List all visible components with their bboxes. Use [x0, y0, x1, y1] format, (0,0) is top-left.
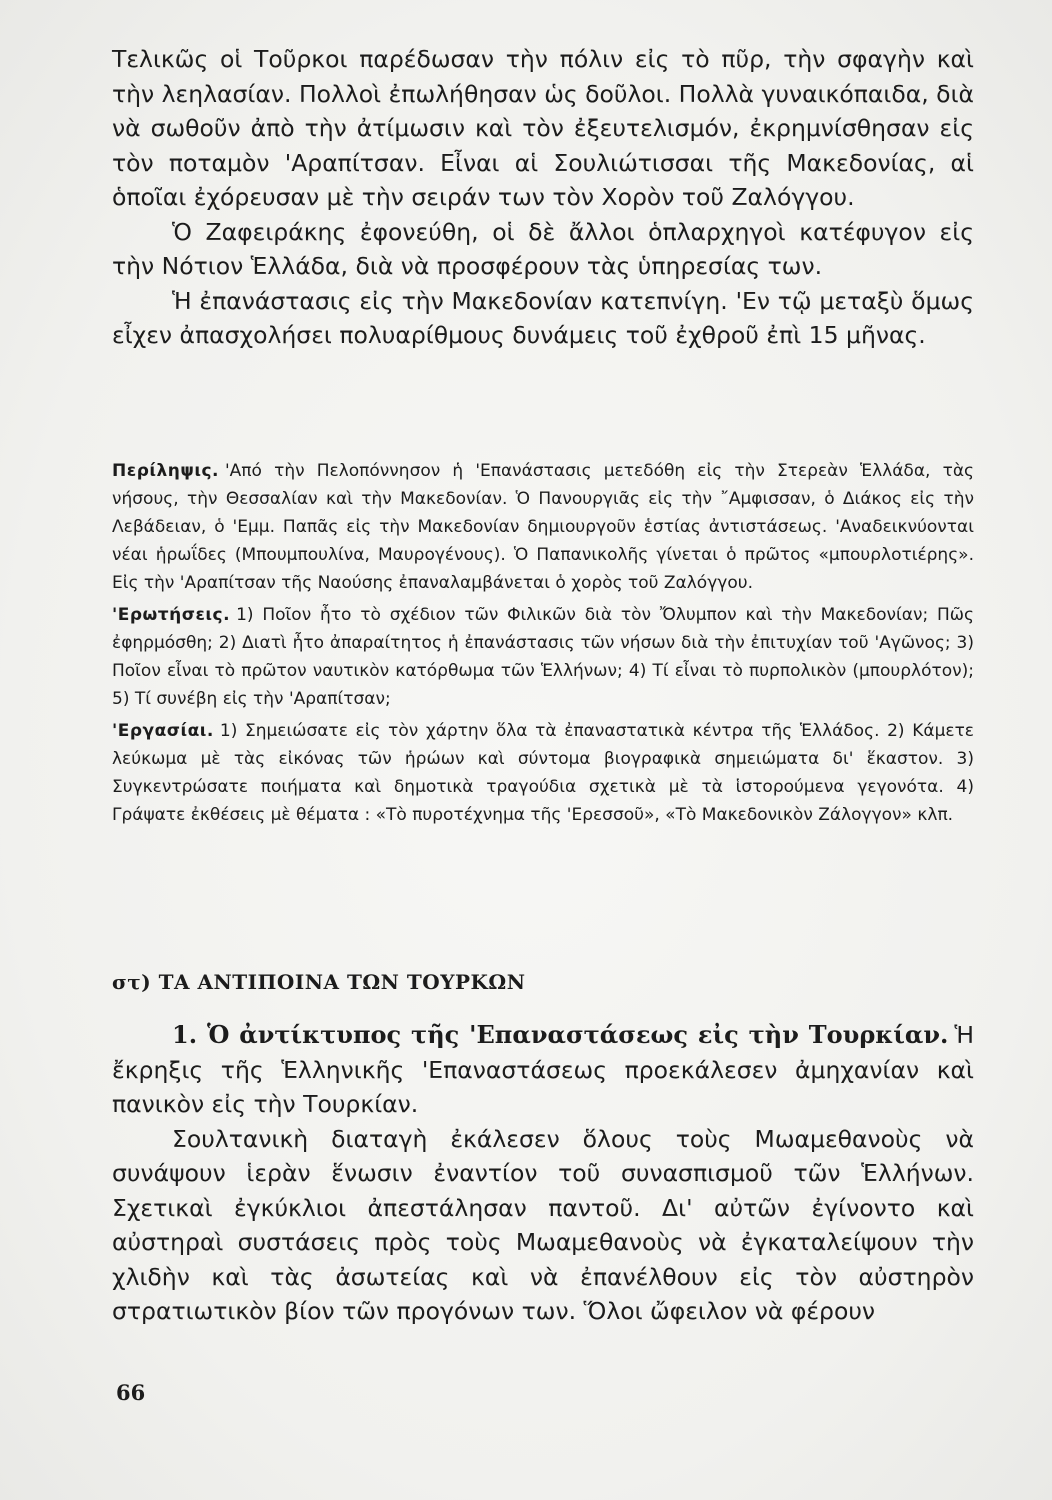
paragraph-sultan-order: Σουλτανικὴ διαταγὴ ἐκάλεσεν ὅλους τοὺς Μωαμεθανοὺς νὰ συνάψουν ἱερὰν ἕνωσιν ἐναντίον τοῦ συνασπισμοῦ τῶν Ἑλλήνων. Σχετικαὶ ἐγκύκλιοι ἀπεστάλησαν παντοῦ. Δι' αὐτῶν ἐγίνοντο καὶ αὐστηραὶ συστάσεις πρὸς τοὺς Μωαμεθανοὺς νὰ ἐγκαταλείψουν τὴν χλιδὴν καὶ τὰς ἀσωτείας καὶ νὰ ἐπανέλθουν εἰς τὸν αὐστηρὸν στρατιωτικὸν βίον τῶν προγόνων των. Ὅλοι ὤφειλον νὰ φέρουν [112, 1124, 974, 1325]
paragraph-impact-text: Ἡ ἔκρηξις τῆς Ἑλληνικῆς 'Επαναστάσεως προεκάλεσεν ἀμηχανίαν καὶ πανικὸν εἰς τὴν Τουρκίαν. [112, 1021, 974, 1118]
questions-text: 1) Ποῖον ἦτο τὸ σχέδιον τῶν Φιλικῶν διὰ τὸν Ὄλυμπον καὶ τὴν Μακεδονίαν; Πῶς ἐφηρμόσθη; 2) Διατὶ ἦτο ἀπαραίτητος ἡ ἐπανάστασις τῶν νήσων διὰ τὴν ἐπιτυχίαν τοῦ 'Αγῶνος; 3) Ποῖον εἶναι τὸ πρῶτον ναυτικὸν κατόρθωμα τῶν Ἑλλήνων; 4) Τί εἶναι τὸ πυρπολικὸν (μπουρλότον); 5) Τί συνέβη εἰς τὴν 'Αραπίτσαν; [112, 605, 974, 709]
exercises-section [112, 457, 974, 833]
tasks-text: 1) Σημειώσατε εἰς τὸν χάρτην ὅλα τὰ ἐπαναστατικὰ κέντρα τῆς Ἑλλάδος. 2) Κάμετε λεύκωμα μὲ τὰς εἰκόνας τῶν ἡρώων καὶ σύντομα βιογραφικὰ σημειώματα δι' ἕκαστον. 3) Συγκεντρώσατε ποιήματα καὶ δημοτικὰ τραγούδια σχετικὰ μὲ τὰ ἱστορούμενα γεγονότα. 4) Γράψατε ἐκθέσεις μὲ θέματα : «Τὸ πυροτέχνημα τῆς 'Ερεσσοῦ», «Τὸ Μακεδονικὸν Ζάλογγον» κλπ. [112, 721, 974, 825]
paragraph-impact [112, 1018, 974, 1122]
questions-label: 'Ερωτήσεις. [112, 605, 231, 625]
section-heading: στ) ΤΑ ΑΝΤΙΠΟΙΝΑ ΤΩΝ ΤΟΥΡΚΩΝ [112, 970, 526, 994]
tasks-label: 'Εργασίαι. [112, 721, 214, 741]
summary-text: 'Από τὴν Πελοπόννησον ἡ 'Επανάστασις μετεδόθη εἰς τὴν Στερεὰν Ἑλλάδα, τὰς νήσους, τὴν Θεσσαλίαν καὶ τὴν Μακεδονίαν. Ὁ Πανουργιᾶς εἰς τὴν ῎Αμφισσαν, ὁ Διάκος εἰς τὴν Λεβάδειαν, ὁ 'Εμμ. Παπᾶς εἰς τὴν Μακεδονίαν δημιουργοῦν ἑστίας ἀντιστάσεως. 'Αναδεικνύονται νέαι ἡρωΐδες (Μπουμπουλίνα, Μαυρογένους). Ὁ Παπανικολῆς γίνεται ὁ πρῶτος «μπουρλοτιέρης». Εἰς τὴν 'Αραπίτσαν τῆς Ναούσης ἐπαναλαμβάνεται ὁ χορὸς τοῦ Ζαλόγγου. [112, 461, 974, 593]
paragraph-zafeirakis: Ὁ Ζαφειράκης ἐφονεύθη, οἱ δὲ ἄλλοι ὁπλαρχηγοὶ κατέφυγον εἰς τὴν Νότιον Ἑλλάδα, διὰ νὰ προσφέρουν τὰς ὑπηρεσίας των. [112, 217, 974, 280]
page-number: 66 [116, 1380, 146, 1405]
body-text-top [112, 42, 974, 353]
questions-paragraph [112, 601, 974, 713]
summary-paragraph [112, 457, 974, 597]
tasks-paragraph [112, 717, 974, 829]
summary-label: Περίληψις. [112, 461, 219, 481]
subsection-title: 1. Ὁ ἀντίκτυπος τῆς 'Επαναστάσεως εἰς τὴν Τουρκίαν. [172, 1020, 949, 1049]
body-text-bottom [112, 1018, 974, 1329]
paragraph-revolution-suppressed: Ἡ ἐπανάστασις εἰς τὴν Μακεδονίαν κατεπνίγη. 'Εν τῷ μεταξὺ ὅμως εἶχεν ἀπασχολήσει πολυαρίθμους δυνάμεις τοῦ ἐχθροῦ ἐπὶ 15 μῆνας. [112, 286, 974, 349]
paragraph-fall-of-naousa: Τελικῶς οἱ Τοῦρκοι παρέδωσαν τὴν πόλιν εἰς τὸ πῦρ, τὴν σφαγὴν καὶ τὴν λεηλασίαν. Πολλοὶ ἐπωλήθησαν ὡς δοῦλοι. Πολλὰ γυναικόπαιδα, διὰ νὰ σωθοῦν ἀπὸ τὴν ἀτίμωσιν καὶ τὸν ἐξευτελισμόν, ἐκρημνίσθησαν εἰς τὸν ποταμὸν 'Αραπίτσαν. Εἶναι αἱ Σουλιώτισσαι τῆς Μακεδονίας, αἱ ὁποῖαι ἐχόρευσαν μὲ τὴν σειράν των τὸν Χορὸν τοῦ Ζαλόγγου. [112, 45, 975, 211]
